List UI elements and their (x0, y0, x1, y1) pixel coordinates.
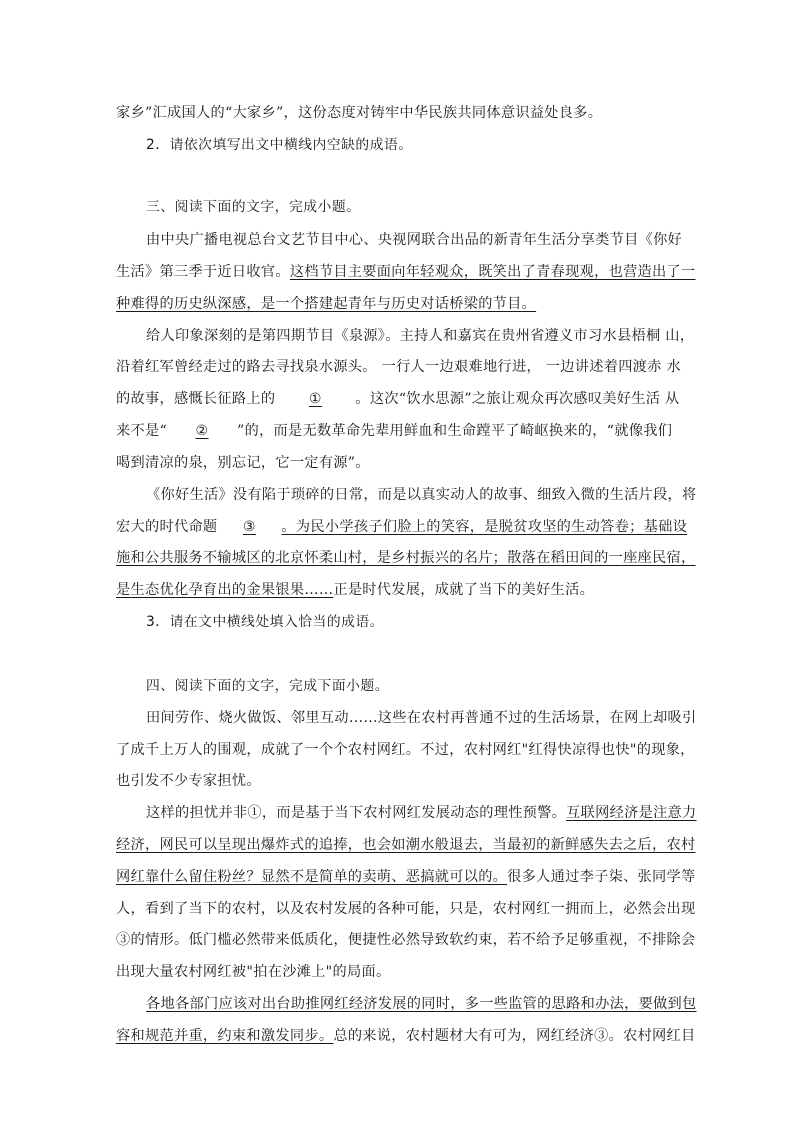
text: ③的情形。低门槛必然带来低质化，便捷性必然导致软约束，若不给予足够重视，不排除会 (116, 932, 696, 948)
paragraph-line (0, 389, 794, 409)
underlined-text: 网红靠什么留住粉丝？显然不是简单的卖萌、恶搞就可以的。 (116, 869, 508, 885)
underlined-text: 容和规范并重，约束和激发同步。 (116, 1028, 334, 1044)
question-3 (0, 612, 794, 632)
underlined-text: 施和公共服务不输城区的北京怀柔山村，是乡村振兴的名片；散落在稻田间的一座座民宿， (116, 550, 696, 566)
underlined-text: 种难得的历史纵深感，是一个搭建起青年与历史对话桥梁的节目。 (116, 296, 537, 312)
text: 了成千上万人的围观，成就了一个个农村网红。不过，农村网红"红得快凉得也快"的现象， (116, 742, 695, 758)
paragraph-line (0, 930, 794, 950)
text: 的故事，感慨长征路上的 (116, 391, 276, 407)
text: 总的来说，农村题材大有可为，网红经济③。农村网红目 (333, 1028, 696, 1044)
paragraph-line (0, 517, 794, 537)
text: 这样的担忧并非①，而是基于当下农村网红发展动态的理性预警。 (146, 805, 567, 821)
text: 《你好生活》没有陷于琐碎的日常，而是以真实动人的故事、细致入微的生活片段，将 (146, 487, 697, 503)
heading-text: 四、阅读下面的文字，完成下面小题。 (146, 678, 390, 694)
paragraph-line (0, 740, 794, 760)
text: 家乡”汇成国人的“大家乡”，这份态度对铸牢中华民族共同体意识益处良多。 (116, 105, 603, 121)
paragraph-line (0, 803, 794, 823)
paragraph-line (0, 994, 794, 1014)
paragraph-line (0, 357, 794, 377)
paragraph-line (0, 548, 794, 568)
text: 喝到清凉的泉，别忘记，它一定有源”。 (116, 455, 370, 471)
text: 来不是“ (116, 423, 168, 439)
underlined-text: 。为民小学孩子们脸上的笑容，是脱贫攻坚的生动答卷；基础设 (281, 519, 688, 535)
section-heading-4 (0, 676, 794, 696)
underlined-text: 各地各部门应该对出台助推网红经济发展的同时，多一些监管的思路和办法，要做到包 (146, 996, 697, 1012)
paragraph-line (0, 421, 794, 441)
underlined-text: 这档节目主要面向年轻观众，既笑出了青春现观，也营造出了一 (289, 264, 696, 280)
text: 也引发不少专家担忧。 (116, 773, 261, 789)
paragraph-line (0, 1026, 794, 1046)
underlined-text: 是生态优化孕育出的金果银果…… (116, 582, 334, 598)
text: 生活》第三季于近日收官。 (116, 264, 290, 280)
text: 给人印象深刻的是第四期节目《泉源》。主持人和嘉宾在贵州省遵义市习水县梧桐 山， (146, 328, 695, 344)
text: 很多人通过李子柒、张同学等 (507, 869, 696, 885)
paragraph-line (0, 835, 794, 855)
text: 出现大量农村网红被"拍在沙滩上"的局面。 (116, 964, 391, 980)
paragraph-line (0, 708, 794, 728)
paragraph-line (0, 230, 794, 250)
text: 田间劳作、烧火做饭、邻里互动……这些在农村再普通不过的生活场景，在网上却吸引 (146, 710, 697, 726)
paragraph-line (0, 771, 794, 791)
heading-text: 三、阅读下面的文字，完成小题。 (146, 199, 361, 215)
paragraph-line (0, 103, 794, 123)
text: 正是时代发展，成就了当下的美好生活。 (333, 582, 595, 598)
underlined-text: 经济，网民可以呈现出爆炸式的追捧，也会如潮水般退去，当最初的新鲜感失去之后，农村 (116, 837, 696, 853)
text: 由中央广播电视总台文艺节目中心、央视网联合出品的新青年生活分享类节目《你好 (146, 232, 683, 248)
text: 人，看到了当下的农村，以及农村发展的各种可能，只是，农村网红一拥而上，必然会出现 (116, 901, 696, 917)
paragraph-line (0, 326, 794, 346)
text: 宏大的时代命题 (116, 519, 218, 535)
question-text: 2．请依次填写出文中横线内空缺的成语。 (146, 137, 413, 153)
underlined-text: 互联网经济是注意力 (566, 805, 697, 821)
text: 沿着红军曾经走过的路去寻找泉水源头。 一行人一边艰难地行进， 一边讲述着四渡赤 水 (116, 359, 681, 375)
section-heading-3 (0, 197, 794, 217)
paragraph-line (0, 580, 794, 600)
text: 。这次“饮水思源”之旅让观众再次感叹美好生活 从 (355, 391, 680, 407)
question-text: 3．请在文中横线处填入恰当的成语。 (146, 614, 385, 630)
paragraph-line (0, 962, 794, 982)
paragraph-line (0, 453, 794, 473)
fill-blank-3: ③ (242, 519, 256, 535)
paragraph-line (0, 867, 794, 887)
paragraph-line (0, 294, 794, 314)
question-2 (0, 135, 794, 155)
paragraph-line (0, 485, 794, 505)
fill-blank-2: ② (195, 423, 209, 439)
paragraph-line (0, 899, 794, 919)
text: ”的，而是无数革命先辈用鲜血和生命蹚平了崎岖换来的，“就像我们 (237, 423, 673, 439)
paragraph-line (0, 262, 794, 282)
fill-blank-1: ① (308, 391, 322, 407)
